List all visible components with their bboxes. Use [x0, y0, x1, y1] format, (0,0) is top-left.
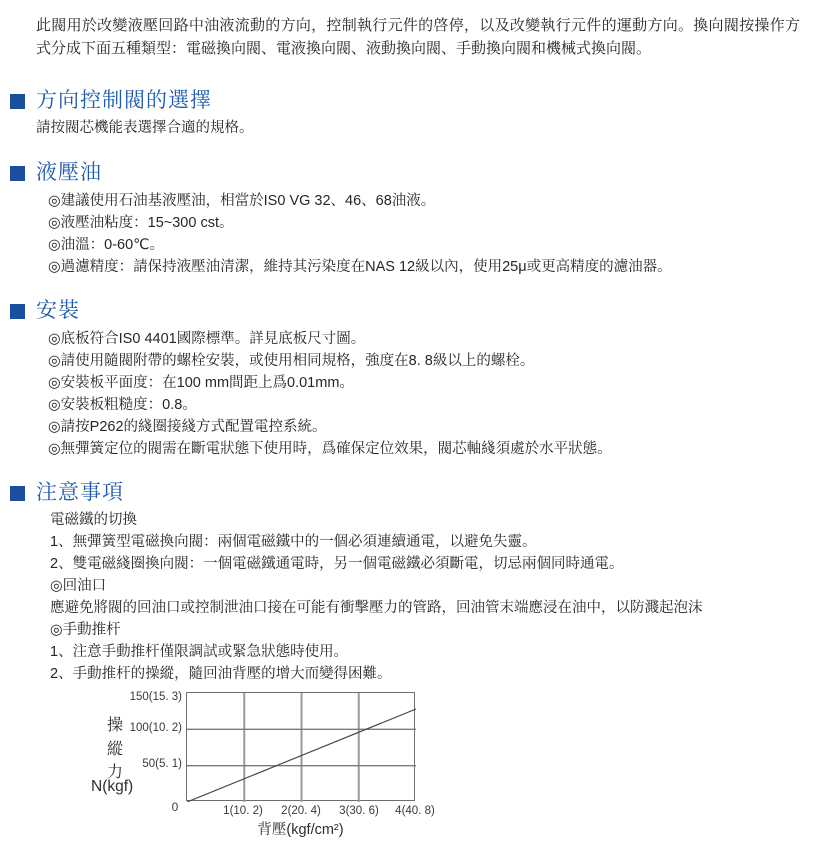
body-line: ◎無彈簧定位的閥需在斷電狀態下使用時，爲確保定位效果，閥芯軸綫須處於水平狀態。	[48, 441, 612, 457]
section-heading-text: 安裝	[36, 299, 80, 322]
body-line: ◎請使用隨閥附帶的螺栓安裝，或使用相同規格，強度在8. 8級以上的螺栓。	[48, 353, 535, 369]
blue-square-bullet-icon	[10, 304, 25, 319]
y-tick-label: 100(10. 2)	[129, 722, 182, 734]
section-body-installation	[0, 328, 830, 460]
blue-square-bullet-icon	[10, 486, 25, 501]
y-tick-label: 50(5. 1)	[142, 758, 182, 770]
section-heading-hydraulic-oil	[10, 160, 830, 186]
body-line: 應避免將閥的回油口或控制泄油口接在可能有衝擊壓力的管路，回油管末端應浸在油中，以防濺起泡沫	[50, 600, 703, 616]
body-line: 1、無彈簧型電磁換向閥：兩個電磁鐵中的一個必須連續通電，以避免失靈。	[50, 534, 537, 550]
x-tick-label: 1(10. 2)	[223, 805, 263, 817]
x-tick-label: 4(40. 8)	[395, 805, 435, 817]
blue-square-bullet-icon	[10, 166, 25, 181]
body-line: ◎安裝板平面度：在100 mm間距上爲0.01mm。	[48, 375, 354, 391]
y-axis-unit-label: N(kgf)	[91, 778, 134, 795]
body-line: ◎回油口	[50, 578, 107, 594]
y-axis-title-char: 力	[107, 764, 124, 781]
section-body-valve-selection	[0, 117, 830, 139]
body-line: 2、手動推杆的操縱，隨回油背壓的增大而變得困難。	[50, 666, 392, 682]
origin-tick-label: 0	[171, 800, 179, 814]
body-line: ◎安裝板粗糙度：0.8。	[48, 397, 197, 413]
body-line: ◎建議使用石油基液壓油，相當於IS0 VG 32、46、68油液。	[48, 193, 436, 209]
body-line: ◎手動推杆	[50, 622, 121, 638]
y-tick-label: 150(15. 3)	[129, 691, 182, 703]
blue-square-bullet-icon	[10, 94, 25, 109]
section-heading-precautions	[10, 480, 830, 506]
section-heading-text: 液壓油	[36, 161, 102, 184]
body-line: ◎底板符合IS0 4401國際標準。詳見底板尺寸圖。	[48, 331, 366, 347]
section-body-precautions	[0, 509, 830, 685]
y-axis-title-char: 縱	[107, 741, 124, 758]
body-line: ◎液壓油粘度：15~300 cst。	[48, 215, 234, 231]
y-axis-title-char: 操	[107, 717, 124, 734]
body-line: 1、注意手動推杆僅限調試或緊急狀態時使用。	[50, 644, 349, 660]
chart-plot-svg	[187, 693, 416, 802]
body-line: 電磁鐵的切換	[50, 512, 137, 528]
section-heading-text: 方向控制閥的選擇	[36, 89, 212, 112]
body-line: ◎油溫：0-60℃。	[48, 237, 164, 253]
intro-paragraph: 此閥用於改變液壓回路中油液流動的方向，控制執行元件的啓停，以及改變執行元件的運動方向。換向閥按操作方式分成下面五種類型：電磁換向閥、電液換向閥、液動換向閥、手動換向閥和機械式換向閥。	[36, 17, 800, 57]
body-line: ◎過濾精度：請保持液壓油清潔，維持其污染度在NAS 12級以內，使用25μ或更高精度的濾油器。	[48, 259, 672, 275]
section-body-hydraulic-oil	[0, 190, 830, 278]
x-tick-label: 2(20. 4)	[281, 805, 321, 817]
body-line: ◎請按P262的綫圈接綫方式配置電控系統。	[48, 419, 327, 435]
section-heading-text: 注意事項	[36, 481, 124, 504]
section-heading-installation	[10, 298, 830, 324]
chart-plot-area	[186, 692, 415, 801]
body-line: 2、雙電磁綫圈換向閥：一個電磁鐵通電時，另一個電磁鐵必須斷電，切忌兩個同時通電。	[50, 556, 624, 572]
x-axis-title: 背壓(kgf/cm²)	[257, 822, 344, 838]
back-pressure-chart	[90, 690, 550, 850]
body-line: 請按閥芯機能表選擇合適的規格。	[36, 120, 254, 136]
x-tick-label: 3(30. 6)	[339, 805, 379, 817]
section-heading-valve-selection	[10, 88, 830, 114]
